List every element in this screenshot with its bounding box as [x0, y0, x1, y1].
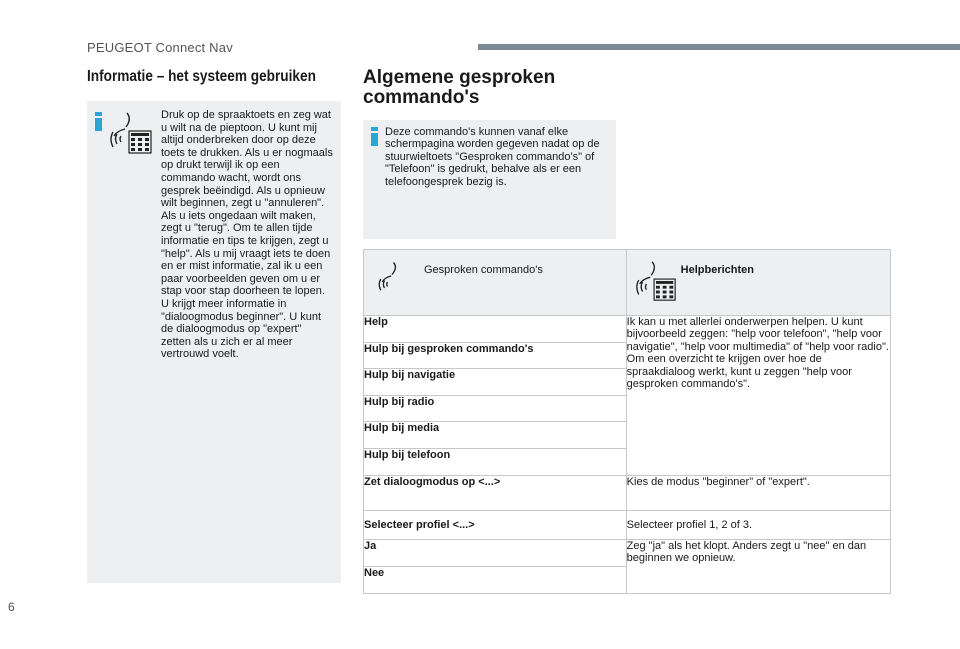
- col2-header: Helpberichten: [680, 264, 755, 276]
- command-cell: Hulp bij radio: [364, 396, 627, 422]
- command-cell: Zet dialoogmodus op <...>: [364, 476, 627, 511]
- message-cell: Selecteer profiel 1, 2 of 3.: [626, 511, 890, 540]
- header-bar: [478, 44, 960, 50]
- header-brand: PEUGEOT Connect Nav: [87, 40, 233, 55]
- col1-header: Gesproken commando's: [424, 264, 543, 276]
- command-cell: Hulp bij navigatie: [364, 369, 627, 396]
- table-header-commands: [364, 250, 627, 316]
- command-cell: Hulp bij media: [364, 422, 627, 449]
- table-row: [364, 476, 891, 511]
- info-icon: [371, 127, 378, 146]
- command-cell: Selecteer profiel <...>: [364, 511, 627, 540]
- page-number: 6: [8, 600, 15, 614]
- message-cell: Ik kan u met allerlei onderwerpen helpen. U kunt bijvoorbeeld zeggen: "help voor telefoon", "help voor navigatie", "help voor multimedia" of "help voor radio". Om een overzicht te krijgen over hoe de spraakdialoog werkt, kunt u zeggen "help voor gesproken commando's".: [626, 316, 890, 476]
- message-cell: Kies de modus "beginner" of "expert".: [626, 476, 890, 511]
- section-title-right-line1: Algemene gesproken: [363, 67, 556, 88]
- section-title-right-line2: commando's: [363, 87, 480, 108]
- table-row: [364, 540, 891, 567]
- command-cell: Hulp bij gesproken commando's: [364, 343, 627, 369]
- section-title-right: [363, 68, 555, 108]
- voice-command-keypad-icon: [633, 258, 679, 304]
- command-cell: Nee: [364, 567, 627, 594]
- commands-table: [363, 249, 891, 594]
- voice-command-icon: [374, 258, 410, 294]
- command-cell: Hulp bij telefoon: [364, 449, 627, 476]
- command-cell: Help: [364, 316, 627, 343]
- table-row: [364, 511, 891, 540]
- section-title-left: Informatie – het systeem gebruiken: [87, 68, 316, 85]
- info-icon: [95, 112, 102, 131]
- message-cell: Zeg "ja" als het klopt. Anders zegt u "nee" en dan beginnen we opnieuw.: [626, 540, 890, 594]
- command-cell: Ja: [364, 540, 627, 567]
- voice-command-icon: [107, 109, 155, 157]
- right-info-box: [363, 120, 616, 239]
- left-info-text: Druk op de spraaktoets en zeg wat u wilt na de pieptoon. U kunt mij altijd onderbreken door op deze toets te drukken. Als u er nogmaals op drukt terwijl ik op een commando wacht, wordt ons gesprek beëindigd. Als u opnieuw wilt beginnen, zegt u "annuleren". Als u iets ongedaan wilt maken, zegt u "terug". Om te allen tijde informatie en tips te krijgen, zegt u "help". Als u mij vraagt iets te doen en er mist informatie, zal ik u een paar voorbeelden geven om u er stap voor stap doorheen te lopen. U krijgt meer informatie in "dialoogmodus beginner". U kunt de dialoogmodus op "expert" zetten als u zich er al meer vertrouwd voelt.: [161, 109, 333, 361]
- left-info-box: [87, 101, 341, 583]
- table-header-messages: [626, 250, 890, 316]
- right-info-text: Deze commando's kunnen vanaf elke schermpagina worden gegeven nadat op de stuurwieltoets "Gesproken commando's" of "Telefoon" is gedrukt, behalve als er een telefoongesprek bezig is.: [385, 126, 600, 188]
- table-row: [364, 316, 891, 343]
- table-header-row: [364, 250, 891, 316]
